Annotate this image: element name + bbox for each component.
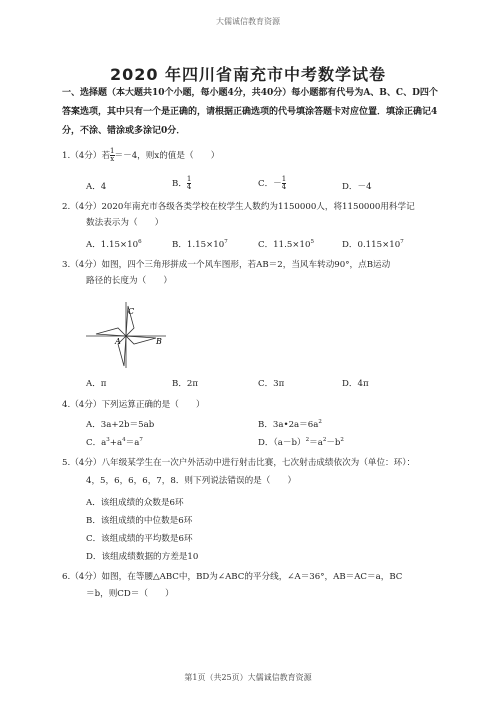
q5-option-c: C．该组成绩的平均数是6环 <box>86 534 193 544</box>
label-a: A <box>115 337 121 346</box>
q1-fraction: $\frac{1}{x}$ <box>110 147 115 163</box>
windmill-blade-left <box>96 328 126 336</box>
q5-option-b: B．该组成绩的中位数是6环 <box>86 516 193 526</box>
page-title: 2020 年四川省南充市中考数学试卷 <box>109 65 387 84</box>
q4-option-a: A．3a+2b＝5ab <box>86 420 155 430</box>
q1-suffix: ＝－4，则x的值是（ ） <box>114 151 220 161</box>
question-2-line2: 数法表示为（ ） <box>86 218 164 228</box>
label-c: C <box>128 307 135 316</box>
section-instructions: 一、选择题（本大题共10个小题，每小题4分，共40分）每小题都有代号为A、B、C、D四个答案选项，其中只有一个是正确的，请根据正确选项的代号填涂答题卡对应位置．填涂正确记4分，不涂、错涂或多涂记0分． <box>62 88 438 136</box>
q5-option-a: A．该组成绩的众数是6环 <box>86 498 184 508</box>
q3-option-a: A．π <box>86 379 107 389</box>
q1-option-a: A．4 <box>86 182 107 192</box>
q2-option-a: A．$1.15\times 10^6$ <box>86 239 142 250</box>
q1-prefix: 1.（4分）若 <box>62 151 111 161</box>
q4-option-d: D．$(a-b)^2=a^2-b^2$ <box>258 437 344 448</box>
label-b: B <box>156 337 162 346</box>
question-5-line2: 4，5，6，6，6，7，8．则下列说法错误的是（ ） <box>86 476 297 486</box>
question-3-line2: 路径的长度为（ ） <box>86 276 172 286</box>
question-6-line1: 6.（4分）如图，在等腰△ABC中，BD为∠ABC的平分线，∠A＝36°，AB＝AC＝a，BC <box>62 572 403 582</box>
q3-option-b: B．2π <box>172 379 199 389</box>
q2-option-c: C．$11.5\times 10^5$ <box>258 239 314 250</box>
q1-option-b: B． $\frac{1}{4}$ <box>172 175 192 191</box>
windmill-blade-right <box>126 336 156 344</box>
q2-option-d: D．$0.115\times 10^7$ <box>342 239 404 250</box>
q2-option-b: B．$1.15\times 10^7$ <box>172 239 228 250</box>
windmill-figure <box>84 298 184 370</box>
q1-option-c: C．－ $\frac{1}{4}$ <box>258 175 287 191</box>
q3-option-c: C．3π <box>258 379 285 389</box>
page-header: 大儒诚信教育资源 <box>216 17 280 26</box>
q3-option-d: D．4π <box>342 379 369 389</box>
question-2-line1: 2.（4分）2020年南充市各级各类学校在校学生人数约为1150000人，将1150000用科学记 <box>62 202 415 212</box>
question-4: 4.（4分）下列运算正确的是（ ） <box>62 400 205 410</box>
question-1 <box>62 148 442 163</box>
q1-option-d: D．－4 <box>342 182 372 192</box>
question-6-line2: ＝b，则CD＝（ ） <box>86 589 174 599</box>
question-3-line1: 3.（4分）如图，四个三角形拼成一个风车图形，若AB＝2，当风车转动90°，点B运动 <box>62 260 391 270</box>
q5-option-d: D．该组成绩数据的方差是10 <box>86 552 199 562</box>
q4-option-b: B．$3a•2a=6a^2$ <box>258 419 322 430</box>
q4-option-c: C．$a^3+a^4=a^7$ <box>86 437 143 448</box>
page-footer: 第1页（共25页）大儒诚信教育资源 <box>184 673 312 682</box>
question-5-line1: 5.（4分）八年级某学生在一次户外活动中进行射击比赛，七次射击成绩依次为（单位：环）： <box>62 458 416 468</box>
